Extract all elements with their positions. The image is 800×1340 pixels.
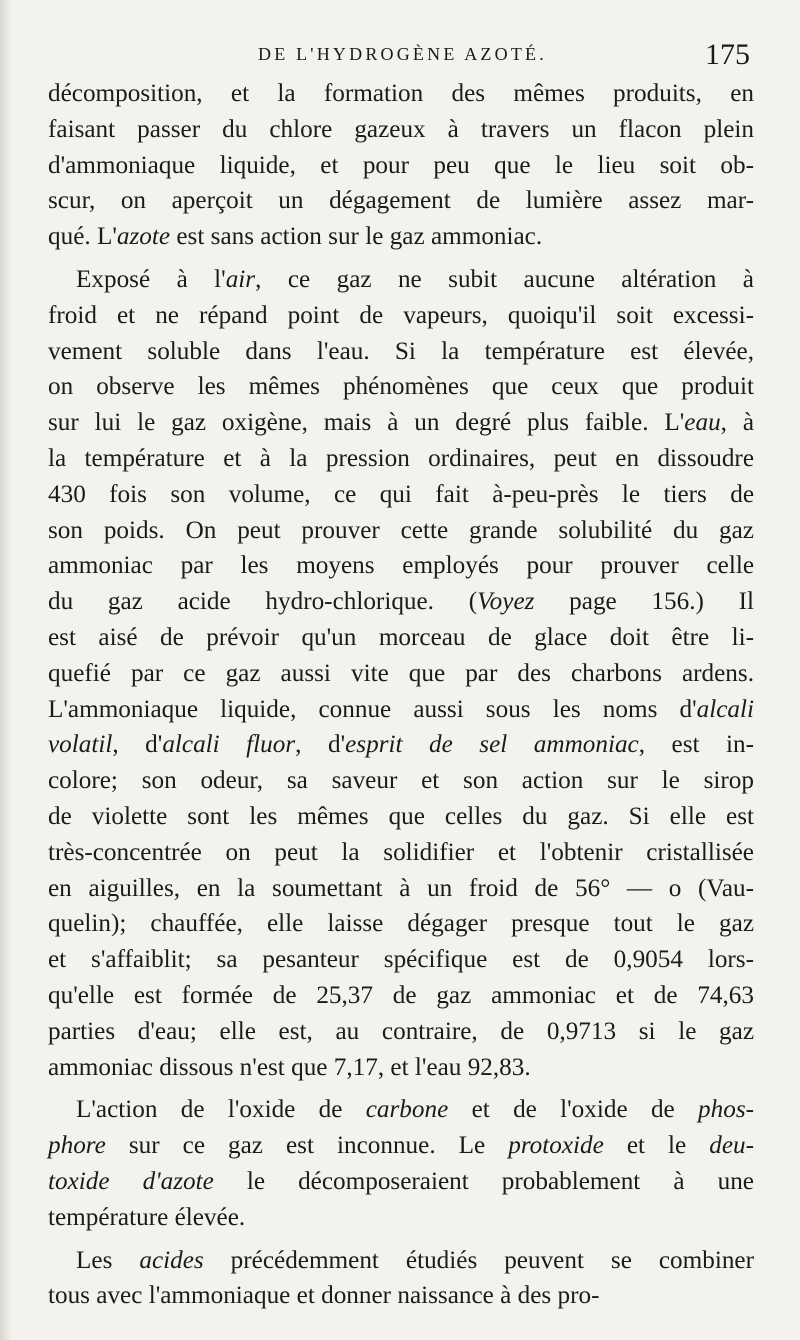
text-line xyxy=(48,799,754,835)
text-run: du gaz acide hydro-chlorique. ( xyxy=(48,588,478,616)
text-line xyxy=(48,334,754,370)
text-line xyxy=(48,76,754,112)
text-line xyxy=(48,1092,754,1128)
text-run: colore; son odeur, sa saveur et son action sur le sirop xyxy=(48,767,754,795)
text-line xyxy=(48,727,754,763)
text-line xyxy=(48,219,754,255)
text-run: la température et à la pression ordinaires, peut en dissoudre xyxy=(48,444,754,472)
running-head xyxy=(48,38,760,78)
text-run: quelin); chauffée, elle laisse dégager presque tout le gaz xyxy=(48,910,754,938)
text-line xyxy=(48,1128,754,1164)
text-run: de violette sont les mêmes que celles du gaz. Si elle est xyxy=(48,802,754,830)
italic-run: eau xyxy=(684,409,721,437)
text-line xyxy=(48,112,754,148)
text-run: on observe les mêmes phénomènes que ceux que produit xyxy=(48,373,754,401)
italic-run: toxide d'azote xyxy=(48,1167,214,1195)
text-run: , est in- xyxy=(638,731,754,759)
text-run: 430 fois son volume, ce qui fait à-peu-près le tiers de xyxy=(48,480,754,508)
text-run: ammoniac dissous n'est que 7,17, et l'eau 92,83. xyxy=(48,1053,531,1081)
text-run: le décomposeraient probablement à une xyxy=(213,1167,754,1195)
italic-run: volatil xyxy=(48,731,113,759)
italic-run: esprit de sel ammoniac xyxy=(345,731,639,759)
text-line xyxy=(48,835,754,871)
body-text xyxy=(48,76,754,1321)
text-run: température élevée. xyxy=(48,1203,246,1231)
text-run: Exposé à l' xyxy=(76,265,226,293)
running-title: DE L'HYDROGÈNE AZOTÉ. xyxy=(258,44,547,64)
text-line xyxy=(48,763,754,799)
text-run: son poids. On peut prouver cette grande solubilité du gaz xyxy=(48,516,754,544)
text-run: froid et ne répand point de vapeurs, quoiqu'il soit excessi- xyxy=(48,301,754,329)
text-line xyxy=(48,405,754,441)
text-run: ammoniac par les moyens employés pour prouver celle xyxy=(48,552,754,580)
text-line xyxy=(48,942,754,978)
text-run: L'ammoniaque liquide, connue aussi sous les noms d' xyxy=(48,695,697,723)
text-run: tous avec l'ammoniaque et donner naissance à des pro- xyxy=(48,1282,600,1310)
text-run: quefié par ce gaz aussi vite que par des charbons ardens. xyxy=(48,659,754,687)
text-run: Les xyxy=(76,1246,140,1274)
text-run: L'action de l'oxide de xyxy=(76,1096,366,1124)
text-line xyxy=(48,906,754,942)
text-run: précédemment étudiés peuvent se combiner xyxy=(203,1246,754,1274)
text-line xyxy=(48,978,754,1014)
text-run: faisant passer du chlore gazeux à travers un flacon plein xyxy=(48,115,754,143)
text-line xyxy=(48,298,754,334)
italic-run: azote xyxy=(116,223,171,251)
text-line xyxy=(48,183,754,219)
text-run: est aisé de prévoir qu'un morceau de glace doit être li- xyxy=(48,623,754,651)
text-run: décomposition, et la formation des mêmes produits, en xyxy=(48,80,754,107)
text-run: , d' xyxy=(295,731,346,759)
text-line xyxy=(48,871,754,907)
paragraph xyxy=(48,1092,754,1235)
text-run: d'ammoniaque liquide, et pour peu que le lieu soit ob- xyxy=(48,151,754,179)
italic-run: carbone xyxy=(365,1096,449,1124)
text-line xyxy=(48,1278,754,1314)
text-line xyxy=(48,584,754,620)
text-line xyxy=(48,620,754,656)
text-run: et de l'oxide de xyxy=(448,1096,699,1124)
italic-run: phos- xyxy=(698,1096,755,1124)
text-line xyxy=(48,1014,754,1050)
text-run: , ce gaz ne subit aucune altération à xyxy=(255,265,754,293)
italic-run: Voyez xyxy=(477,588,535,616)
text-run: et le xyxy=(603,1132,710,1160)
text-line xyxy=(48,513,754,549)
text-run: parties d'eau; elle est, au contraire, de 0,9713 si le gaz xyxy=(48,1017,754,1045)
scan-edge-shadow xyxy=(0,0,12,1340)
paragraph xyxy=(48,1243,754,1315)
text-line xyxy=(48,1164,754,1200)
text-line xyxy=(48,369,754,405)
text-line xyxy=(48,148,754,184)
italic-run: alcali fluor xyxy=(162,731,296,759)
text-run: scur, on aperçoit un dégagement de lumière assez mar- xyxy=(48,187,754,215)
text-run: page 156.) Il xyxy=(534,588,754,616)
text-line xyxy=(48,1050,754,1086)
text-line xyxy=(48,656,754,692)
text-run: en aiguilles, en la soumettant à un froid de 56° — o (Vau- xyxy=(48,874,754,902)
page-number: 175 xyxy=(705,38,750,71)
text-run: qué. L' xyxy=(48,223,117,251)
text-line xyxy=(48,1200,754,1236)
text-line xyxy=(48,1243,754,1279)
italic-run: alcali xyxy=(696,695,754,723)
text-line xyxy=(48,548,754,584)
text-run: , d' xyxy=(112,731,163,759)
text-run: sur lui le gaz oxigène, mais à un degré plus faible. L' xyxy=(48,409,685,437)
text-run: vement soluble dans l'eau. Si la température est élevée, xyxy=(48,337,754,365)
text-line xyxy=(48,441,754,477)
italic-run: deu- xyxy=(709,1132,754,1160)
paragraph xyxy=(48,262,754,1085)
text-run: sur ce gaz est inconnue. Le xyxy=(105,1132,509,1160)
italic-run: acides xyxy=(139,1246,204,1274)
text-run: qu'elle est formée de 25,37 de gaz ammoniac et de 74,63 xyxy=(48,981,754,1009)
text-run: et s'affaiblit; sa pesanteur spécifique est de 0,9054 lors- xyxy=(48,946,754,974)
italic-run: protoxide xyxy=(508,1132,604,1160)
text-line xyxy=(48,692,754,728)
text-run: très-concentrée on peut la solidifier et l'obtenir cristallisée xyxy=(48,838,754,866)
italic-run: phore xyxy=(48,1132,106,1160)
text-run: , à xyxy=(720,409,754,437)
italic-run: air xyxy=(225,265,256,293)
text-line xyxy=(48,477,754,513)
text-line xyxy=(48,262,754,298)
paragraph xyxy=(48,76,754,255)
text-run: est sans action sur le gaz ammoniac. xyxy=(170,223,543,251)
